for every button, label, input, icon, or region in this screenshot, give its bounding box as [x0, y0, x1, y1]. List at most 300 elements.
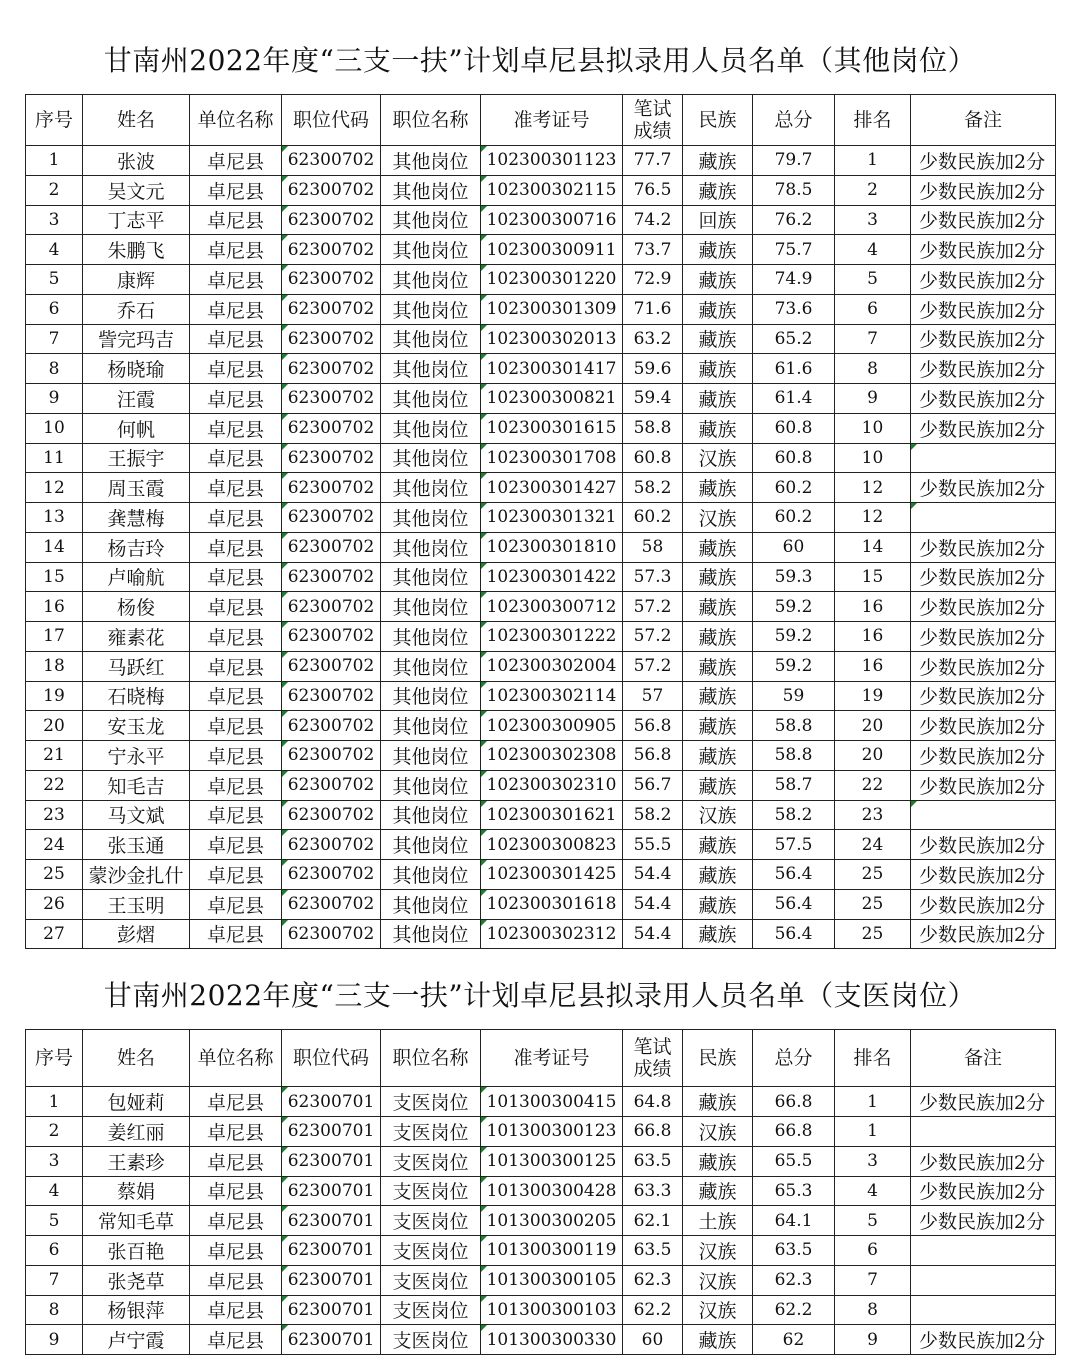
- cell-remarks: 少数民族加2分: [911, 384, 1056, 414]
- cell-name: 杨晓瑜: [83, 354, 190, 384]
- cell-written-score: 66.8: [623, 1117, 683, 1147]
- cell-position-code: 62300702: [282, 711, 381, 741]
- cell-ethnicity: 汉族: [683, 800, 753, 830]
- cell-total-score: 59.2: [753, 651, 835, 681]
- table-row: [26, 146, 1056, 176]
- cell-name: 汪霞: [83, 384, 190, 414]
- table-row: [26, 592, 1056, 622]
- cell-position-name: 支医岗位: [381, 1176, 481, 1206]
- cell-rank: 25: [835, 919, 911, 949]
- cell-remarks: [911, 443, 1056, 473]
- cell-ethnicity: 藏族: [683, 1087, 753, 1117]
- cell-name: 杨银萍: [83, 1295, 190, 1325]
- cell-remarks: 少数民族加2分: [911, 889, 1056, 919]
- cell-name: 杨俊: [83, 592, 190, 622]
- cell-rank: 20: [835, 741, 911, 771]
- cell-ethnicity: 藏族: [683, 354, 753, 384]
- cell-position-code: 62300702: [282, 562, 381, 592]
- cell-ticket-number: 101300300123: [481, 1117, 623, 1147]
- cell-total-score: 60.2: [753, 503, 835, 533]
- cell-unit: 卓尼县: [190, 473, 282, 503]
- cell-seq: 14: [26, 532, 83, 562]
- cell-ticket-number: 102300301708: [481, 443, 623, 473]
- table-row: [26, 651, 1056, 681]
- cell-total-score: 79.7: [753, 146, 835, 176]
- cell-position-code: 62300701: [282, 1146, 381, 1176]
- cell-remarks: 少数民族加2分: [911, 622, 1056, 652]
- cell-remarks: 少数民族加2分: [911, 146, 1056, 176]
- cell-written-score: 54.4: [623, 860, 683, 890]
- table-header-row: [26, 95, 1056, 146]
- cell-ethnicity: 藏族: [683, 384, 753, 414]
- cell-position-code: 62300701: [282, 1117, 381, 1147]
- cell-written-score: 60: [623, 1325, 683, 1355]
- cell-position-code: 62300701: [282, 1176, 381, 1206]
- cell-rank: 4: [835, 1176, 911, 1206]
- header-ticket-number: 准考证号: [481, 95, 623, 146]
- cell-ethnicity: 藏族: [683, 324, 753, 354]
- cell-position-name: 支医岗位: [381, 1087, 481, 1117]
- cell-remarks: 少数民族加2分: [911, 532, 1056, 562]
- cell-seq: 2: [26, 1117, 83, 1147]
- table-row: [26, 1117, 1056, 1147]
- cell-ticket-number: 102300302114: [481, 681, 623, 711]
- cell-total-score: 65.3: [753, 1176, 835, 1206]
- cell-unit: 卓尼县: [190, 146, 282, 176]
- cell-ethnicity: 汉族: [683, 443, 753, 473]
- cell-unit: 卓尼县: [190, 1117, 282, 1147]
- table-row: [26, 1295, 1056, 1325]
- cell-position-name: 其他岗位: [381, 235, 481, 265]
- cell-ticket-number: 102300302013: [481, 324, 623, 354]
- cell-ethnicity: 藏族: [683, 1176, 753, 1206]
- cell-total-score: 59.2: [753, 592, 835, 622]
- table-row: [26, 741, 1056, 771]
- table-row: [26, 532, 1056, 562]
- cell-position-code: 62300702: [282, 175, 381, 205]
- cell-ethnicity: 藏族: [683, 830, 753, 860]
- cell-seq: 3: [26, 205, 83, 235]
- cell-position-name: 其他岗位: [381, 324, 481, 354]
- cell-unit: 卓尼县: [190, 1146, 282, 1176]
- cell-rank: 2: [835, 175, 911, 205]
- cell-position-code: 62300702: [282, 265, 381, 295]
- cell-seq: 8: [26, 354, 83, 384]
- header-ticket-number: 准考证号: [481, 1030, 623, 1087]
- table-row: [26, 175, 1056, 205]
- header-position-code: 职位代码: [282, 95, 381, 146]
- cell-ticket-number: 101300300205: [481, 1206, 623, 1236]
- cell-position-name: 支医岗位: [381, 1295, 481, 1325]
- cell-remarks: 少数民族加2分: [911, 562, 1056, 592]
- cell-position-name: 其他岗位: [381, 681, 481, 711]
- cell-position-name: 其他岗位: [381, 205, 481, 235]
- cell-remarks: [911, 503, 1056, 533]
- cell-rank: 16: [835, 622, 911, 652]
- cell-written-score: 64.8: [623, 1087, 683, 1117]
- cell-name: 张玉通: [83, 830, 190, 860]
- cell-ethnicity: 藏族: [683, 860, 753, 890]
- table-row: [26, 384, 1056, 414]
- cell-ethnicity: 藏族: [683, 919, 753, 949]
- table-row: [26, 473, 1056, 503]
- cell-position-code: 62300702: [282, 384, 381, 414]
- cell-rank: 24: [835, 830, 911, 860]
- cell-name: 马文斌: [83, 800, 190, 830]
- cell-position-name: 支医岗位: [381, 1325, 481, 1355]
- cell-unit: 卓尼县: [190, 1236, 282, 1266]
- cell-name: 丁志平: [83, 205, 190, 235]
- cell-seq: 1: [26, 146, 83, 176]
- cell-unit: 卓尼县: [190, 265, 282, 295]
- cell-remarks: 少数民族加2分: [911, 919, 1056, 949]
- cell-unit: 卓尼县: [190, 294, 282, 324]
- header-position-name: 职位名称: [381, 95, 481, 146]
- cell-position-name: 其他岗位: [381, 711, 481, 741]
- cell-seq: 13: [26, 503, 83, 533]
- cell-rank: 1: [835, 146, 911, 176]
- table-row: [26, 770, 1056, 800]
- cell-position-name: 其他岗位: [381, 146, 481, 176]
- cell-remarks: 少数民族加2分: [911, 860, 1056, 890]
- cell-name: 朱鹏飞: [83, 235, 190, 265]
- table-medical-posts: [25, 1029, 1056, 1355]
- cell-remarks: 少数民族加2分: [911, 175, 1056, 205]
- cell-ticket-number: 102300301321: [481, 503, 623, 533]
- cell-seq: 20: [26, 711, 83, 741]
- header-seq: 序号: [26, 95, 83, 146]
- cell-seq: 5: [26, 1206, 83, 1236]
- table-row: [26, 1176, 1056, 1206]
- cell-ticket-number: 101300300119: [481, 1236, 623, 1266]
- table-row: [26, 562, 1056, 592]
- cell-unit: 卓尼县: [190, 622, 282, 652]
- cell-ethnicity: 藏族: [683, 1325, 753, 1355]
- cell-position-name: 其他岗位: [381, 889, 481, 919]
- cell-unit: 卓尼县: [190, 532, 282, 562]
- header-total-score: 总分: [753, 95, 835, 146]
- cell-name: 康辉: [83, 265, 190, 295]
- cell-position-code: 62300702: [282, 473, 381, 503]
- cell-written-score: 63.5: [623, 1146, 683, 1176]
- cell-seq: 7: [26, 1265, 83, 1295]
- cell-written-score: 57.2: [623, 622, 683, 652]
- cell-written-score: 62.3: [623, 1265, 683, 1295]
- cell-name: 姜红丽: [83, 1117, 190, 1147]
- cell-seq: 15: [26, 562, 83, 592]
- header-total-score: 总分: [753, 1030, 835, 1087]
- cell-remarks: 少数民族加2分: [911, 473, 1056, 503]
- cell-ticket-number: 102300301615: [481, 413, 623, 443]
- cell-rank: 22: [835, 770, 911, 800]
- cell-rank: 6: [835, 294, 911, 324]
- cell-position-code: 62300702: [282, 770, 381, 800]
- cell-position-code: 62300702: [282, 443, 381, 473]
- cell-position-name: 其他岗位: [381, 354, 481, 384]
- cell-total-score: 60: [753, 532, 835, 562]
- cell-remarks: [911, 1265, 1056, 1295]
- cell-name: 蔡娟: [83, 1176, 190, 1206]
- cell-seq: 4: [26, 1176, 83, 1206]
- cell-ticket-number: 102300300905: [481, 711, 623, 741]
- cell-remarks: 少数民族加2分: [911, 265, 1056, 295]
- cell-position-code: 62300702: [282, 592, 381, 622]
- cell-position-name: 其他岗位: [381, 413, 481, 443]
- table-row: [26, 1087, 1056, 1117]
- cell-remarks: 少数民族加2分: [911, 770, 1056, 800]
- cell-total-score: 58.7: [753, 770, 835, 800]
- cell-name: 安玉龙: [83, 711, 190, 741]
- cell-name: 彭熠: [83, 919, 190, 949]
- cell-name: 杨吉玲: [83, 532, 190, 562]
- cell-position-name: 其他岗位: [381, 562, 481, 592]
- table-row: [26, 622, 1056, 652]
- cell-position-name: 其他岗位: [381, 622, 481, 652]
- cell-written-score: 62.2: [623, 1295, 683, 1325]
- header-position-code: 职位代码: [282, 1030, 381, 1087]
- cell-position-code: 62300702: [282, 651, 381, 681]
- cell-ethnicity: 藏族: [683, 592, 753, 622]
- cell-remarks: 少数民族加2分: [911, 741, 1056, 771]
- cell-ticket-number: 102300301417: [481, 354, 623, 384]
- cell-ethnicity: 汉族: [683, 1117, 753, 1147]
- cell-rank: 6: [835, 1236, 911, 1266]
- cell-ethnicity: 藏族: [683, 651, 753, 681]
- cell-rank: 3: [835, 1146, 911, 1176]
- cell-total-score: 60.8: [753, 413, 835, 443]
- cell-position-name: 支医岗位: [381, 1236, 481, 1266]
- cell-total-score: 60.8: [753, 443, 835, 473]
- cell-total-score: 60.2: [753, 473, 835, 503]
- cell-rank: 8: [835, 1295, 911, 1325]
- cell-name: 常知毛草: [83, 1206, 190, 1236]
- cell-unit: 卓尼县: [190, 1295, 282, 1325]
- cell-unit: 卓尼县: [190, 770, 282, 800]
- cell-unit: 卓尼县: [190, 860, 282, 890]
- cell-remarks: 少数民族加2分: [911, 1146, 1056, 1176]
- cell-written-score: 57.2: [623, 651, 683, 681]
- cell-written-score: 58.2: [623, 473, 683, 503]
- cell-remarks: 少数民族加2分: [911, 1176, 1056, 1206]
- table-row: [26, 294, 1056, 324]
- cell-unit: 卓尼县: [190, 205, 282, 235]
- cell-unit: 卓尼县: [190, 443, 282, 473]
- cell-total-score: 58.8: [753, 711, 835, 741]
- cell-ticket-number: 102300300911: [481, 235, 623, 265]
- cell-rank: 20: [835, 711, 911, 741]
- cell-written-score: 56.8: [623, 741, 683, 771]
- cell-total-score: 58.2: [753, 800, 835, 830]
- cell-name: 吴文元: [83, 175, 190, 205]
- cell-total-score: 62: [753, 1325, 835, 1355]
- cell-position-name: 其他岗位: [381, 919, 481, 949]
- cell-written-score: 59.6: [623, 354, 683, 384]
- cell-ticket-number: 101300300125: [481, 1146, 623, 1176]
- cell-seq: 22: [26, 770, 83, 800]
- cell-seq: 3: [26, 1146, 83, 1176]
- cell-name: 周玉霞: [83, 473, 190, 503]
- cell-total-score: 75.7: [753, 235, 835, 265]
- cell-ethnicity: 汉族: [683, 503, 753, 533]
- cell-unit: 卓尼县: [190, 562, 282, 592]
- cell-written-score: 54.4: [623, 919, 683, 949]
- cell-unit: 卓尼县: [190, 413, 282, 443]
- header-written-score: 笔试 成绩: [623, 1030, 683, 1087]
- cell-rank: 7: [835, 324, 911, 354]
- cell-seq: 6: [26, 294, 83, 324]
- cell-rank: 5: [835, 1206, 911, 1236]
- cell-seq: 17: [26, 622, 83, 652]
- cell-name: 王振宇: [83, 443, 190, 473]
- cell-remarks: [911, 1236, 1056, 1266]
- cell-remarks: 少数民族加2分: [911, 205, 1056, 235]
- cell-rank: 8: [835, 354, 911, 384]
- cell-rank: 12: [835, 503, 911, 533]
- cell-total-score: 61.6: [753, 354, 835, 384]
- table-row: [26, 919, 1056, 949]
- cell-remarks: [911, 1295, 1056, 1325]
- cell-position-name: 支医岗位: [381, 1265, 481, 1295]
- cell-written-score: 76.5: [623, 175, 683, 205]
- table-row: [26, 1206, 1056, 1236]
- cell-rank: 3: [835, 205, 911, 235]
- cell-ethnicity: 藏族: [683, 770, 753, 800]
- cell-remarks: 少数民族加2分: [911, 294, 1056, 324]
- cell-rank: 10: [835, 443, 911, 473]
- header-seq: 序号: [26, 1030, 83, 1087]
- cell-unit: 卓尼县: [190, 800, 282, 830]
- cell-ticket-number: 102300302308: [481, 741, 623, 771]
- cell-position-code: 62300702: [282, 889, 381, 919]
- cell-remarks: 少数民族加2分: [911, 413, 1056, 443]
- cell-total-score: 58.8: [753, 741, 835, 771]
- cell-written-score: 74.2: [623, 205, 683, 235]
- cell-position-name: 其他岗位: [381, 741, 481, 771]
- cell-position-name: 其他岗位: [381, 473, 481, 503]
- table-row: [26, 681, 1056, 711]
- table-row: [26, 265, 1056, 295]
- cell-position-name: 其他岗位: [381, 532, 481, 562]
- cell-ethnicity: 汉族: [683, 1236, 753, 1266]
- cell-rank: 5: [835, 265, 911, 295]
- cell-ethnicity: 藏族: [683, 889, 753, 919]
- cell-seq: 16: [26, 592, 83, 622]
- cell-ticket-number: 102300301220: [481, 265, 623, 295]
- cell-seq: 4: [26, 235, 83, 265]
- cell-rank: 1: [835, 1087, 911, 1117]
- cell-position-code: 62300702: [282, 741, 381, 771]
- cell-position-name: 其他岗位: [381, 592, 481, 622]
- cell-unit: 卓尼县: [190, 324, 282, 354]
- table-row: [26, 1236, 1056, 1266]
- cell-ticket-number: 101300300428: [481, 1176, 623, 1206]
- cell-seq: 19: [26, 681, 83, 711]
- cell-rank: 14: [835, 532, 911, 562]
- cell-seq: 6: [26, 1236, 83, 1266]
- cell-remarks: 少数民族加2分: [911, 354, 1056, 384]
- cell-rank: 4: [835, 235, 911, 265]
- table-row: [26, 830, 1056, 860]
- cell-ticket-number: 101300300105: [481, 1265, 623, 1295]
- table-row: [26, 235, 1056, 265]
- cell-remarks: 少数民族加2分: [911, 324, 1056, 354]
- cell-rank: 1: [835, 1117, 911, 1147]
- cell-position-code: 62300702: [282, 235, 381, 265]
- table-row: [26, 354, 1056, 384]
- cell-total-score: 66.8: [753, 1117, 835, 1147]
- cell-seq: 9: [26, 1325, 83, 1355]
- cell-ethnicity: 藏族: [683, 741, 753, 771]
- cell-seq: 11: [26, 443, 83, 473]
- table-row: [26, 205, 1056, 235]
- cell-written-score: 77.7: [623, 146, 683, 176]
- cell-position-code: 62300702: [282, 532, 381, 562]
- cell-unit: 卓尼县: [190, 175, 282, 205]
- cell-rank: 25: [835, 860, 911, 890]
- cell-unit: 卓尼县: [190, 503, 282, 533]
- cell-unit: 卓尼县: [190, 1087, 282, 1117]
- cell-unit: 卓尼县: [190, 1176, 282, 1206]
- cell-remarks: 少数民族加2分: [911, 1325, 1056, 1355]
- cell-name: 王玉明: [83, 889, 190, 919]
- cell-rank: 15: [835, 562, 911, 592]
- cell-name: 包娅莉: [83, 1087, 190, 1117]
- cell-remarks: [911, 1117, 1056, 1147]
- cell-rank: 23: [835, 800, 911, 830]
- cell-ethnicity: 藏族: [683, 622, 753, 652]
- cell-seq: 1: [26, 1087, 83, 1117]
- cell-seq: 27: [26, 919, 83, 949]
- cell-unit: 卓尼县: [190, 919, 282, 949]
- table-row: [26, 443, 1056, 473]
- cell-remarks: [911, 800, 1056, 830]
- cell-written-score: 54.4: [623, 889, 683, 919]
- cell-seq: 23: [26, 800, 83, 830]
- cell-name: 卢喻航: [83, 562, 190, 592]
- cell-unit: 卓尼县: [190, 235, 282, 265]
- cell-written-score: 62.1: [623, 1206, 683, 1236]
- cell-ticket-number: 102300302115: [481, 175, 623, 205]
- cell-position-code: 62300702: [282, 919, 381, 949]
- cell-remarks: 少数民族加2分: [911, 1206, 1056, 1236]
- cell-position-name: 支医岗位: [381, 1117, 481, 1147]
- table-row: [26, 1325, 1056, 1355]
- cell-total-score: 74.9: [753, 265, 835, 295]
- cell-position-name: 其他岗位: [381, 384, 481, 414]
- cell-name: 石晓梅: [83, 681, 190, 711]
- cell-remarks: 少数民族加2分: [911, 651, 1056, 681]
- table-row: [26, 1146, 1056, 1176]
- cell-ticket-number: 102300301425: [481, 860, 623, 890]
- cell-written-score: 57: [623, 681, 683, 711]
- cell-name: 卢宁霞: [83, 1325, 190, 1355]
- cell-written-score: 56.7: [623, 770, 683, 800]
- cell-ethnicity: 土族: [683, 1206, 753, 1236]
- cell-position-code: 62300702: [282, 205, 381, 235]
- cell-ticket-number: 102300301222: [481, 622, 623, 652]
- cell-ethnicity: 藏族: [683, 711, 753, 741]
- cell-rank: 19: [835, 681, 911, 711]
- cell-written-score: 71.6: [623, 294, 683, 324]
- cell-ticket-number: 102300301618: [481, 889, 623, 919]
- table-header-row: [26, 1030, 1056, 1087]
- cell-position-name: 其他岗位: [381, 651, 481, 681]
- table-row: [26, 711, 1056, 741]
- cell-total-score: 57.5: [753, 830, 835, 860]
- cell-position-name: 其他岗位: [381, 860, 481, 890]
- header-name: 姓名: [83, 1030, 190, 1087]
- cell-remarks: 少数民族加2分: [911, 235, 1056, 265]
